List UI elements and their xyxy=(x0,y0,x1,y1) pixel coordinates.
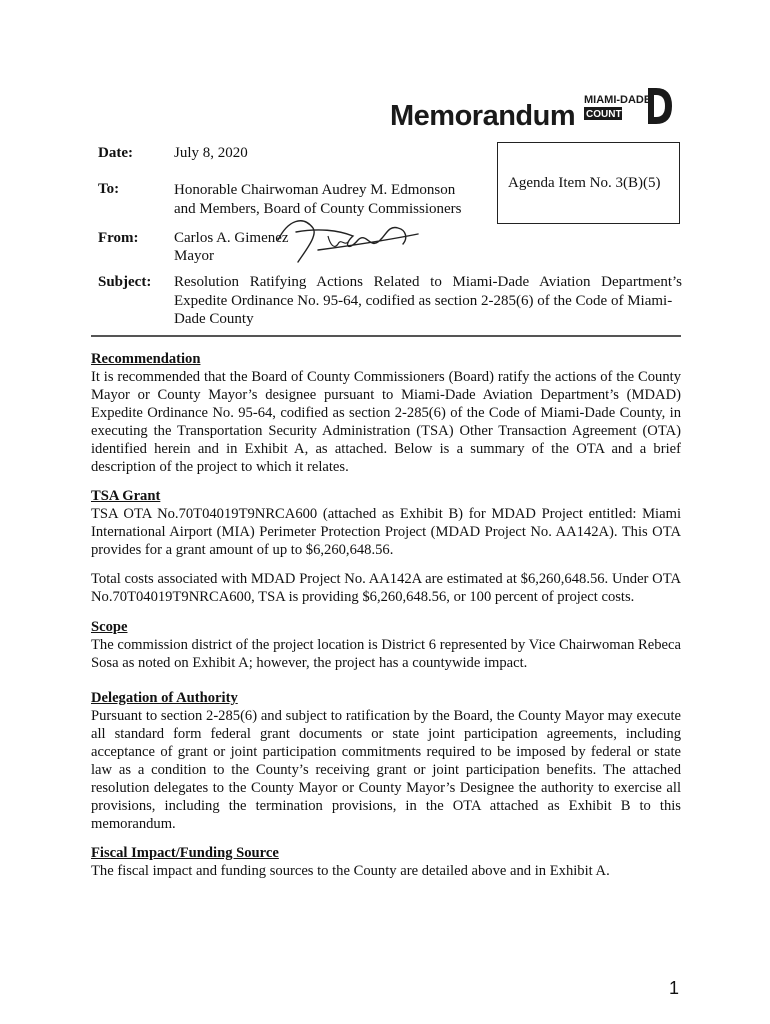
logo-text-county: COUNTY xyxy=(586,109,629,120)
fiscal-heading: Fiscal Impact/Funding Source xyxy=(91,845,279,861)
tsa-grant-text: TSA OTA No.70T04019T9NRCA600 (attached as Exhibit B) for MDAD Project entitled: Miami International Airport (MIA) Perimeter Protection Project (MDAD Project No. AA142A). This OTA provides for a grant amount of up to $6,260,648.56. xyxy=(91,506,681,558)
tsa-costs-text: Total costs associated with MDAD Project No. AA142A are estimated at $6,260,648.56. Under OTA No.70T04019T9NRCA600, TSA is providing $6,260,648.56, or 100 percent of project costs. xyxy=(91,571,681,605)
date-label: Date: xyxy=(98,145,133,161)
tsa-grant-section xyxy=(91,487,681,559)
header-divider xyxy=(91,335,681,337)
subject-line-2: Expedite Ordinance No. 95-64, codified as section 2-285(6) of the Code of Miami- xyxy=(174,293,673,309)
subject-label: Subject: xyxy=(98,274,152,290)
memorandum-title: Memorandum xyxy=(390,100,576,132)
miami-dade-county-logo xyxy=(582,86,674,128)
subject-line-1: Resolution Ratifying Actions Related to Miami-Dade Aviation Department’s xyxy=(174,274,682,290)
recommendation-section xyxy=(91,350,681,476)
agenda-item-number: Agenda Item No. 3(B)(5) xyxy=(508,175,661,191)
mayor-signature xyxy=(258,210,423,270)
delegation-heading: Delegation of Authority xyxy=(91,690,238,706)
scope-text: The commission district of the project location is District 6 represented by Vice Chairwoman Rebeca Sosa as noted on Exhibit A; however, the project has a countywide impact. xyxy=(91,637,681,671)
logo-text-miami-dade: MIAMI-DADE xyxy=(584,94,652,106)
to-label: To: xyxy=(98,181,120,197)
fiscal-section xyxy=(91,844,681,880)
recommendation-heading: Recommendation xyxy=(91,351,201,367)
delegation-section xyxy=(91,689,681,833)
subject-line-3: Dade County xyxy=(174,311,254,327)
tsa-grant-heading: TSA Grant xyxy=(91,488,161,504)
agenda-item-box xyxy=(497,142,680,224)
from-line-2: Mayor xyxy=(174,248,214,264)
from-line-1: Carlos A. Gimenez xyxy=(174,230,289,246)
page-number: 1 xyxy=(669,978,680,998)
scope-section xyxy=(91,618,681,672)
scope-heading: Scope xyxy=(91,619,128,635)
to-line-2: and Members, Board of County Commissioners xyxy=(174,201,462,217)
from-label: From: xyxy=(98,230,139,246)
delegation-text: Pursuant to section 2-285(6) and subject to ratification by the Board, the County Mayor may execute all standard form federal grant documents or state joint participation agreements, including acceptance of grant or joint participation commitments required to be imposed by federal or state law as a condition to the County’s receiving grant or joint participation benefits. The attached resolution delegates to the County Mayor or County Mayor’s Designee the authority to exercise all provisions, including the termination provisions, in the OTA attached as Exhibit B to this memorandum. xyxy=(91,708,681,832)
fiscal-text: The fiscal impact and funding sources to the County are detailed above and in Exhibit A. xyxy=(91,863,610,879)
date-value: July 8, 2020 xyxy=(174,145,248,161)
tsa-costs-section xyxy=(91,570,681,606)
recommendation-text: It is recommended that the Board of County Commissioners (Board) ratify the actions of the County Mayor or County Mayor’s designee pursuant to Miami-Dade Aviation Department’s (MDAD) Expedite Ordinance No. 95-64, codified as section 2-285(6) of the Code of Miami-Dade County, in executing the Transportation Security Administration (TSA) Other Transaction Agreement (OTA) identified herein and in Exhibit A, as attached. Below is a summary of the OTA and a brief description of the project to which it relates. xyxy=(91,369,681,475)
to-line-1: Honorable Chairwoman Audrey M. Edmonson xyxy=(174,182,456,198)
